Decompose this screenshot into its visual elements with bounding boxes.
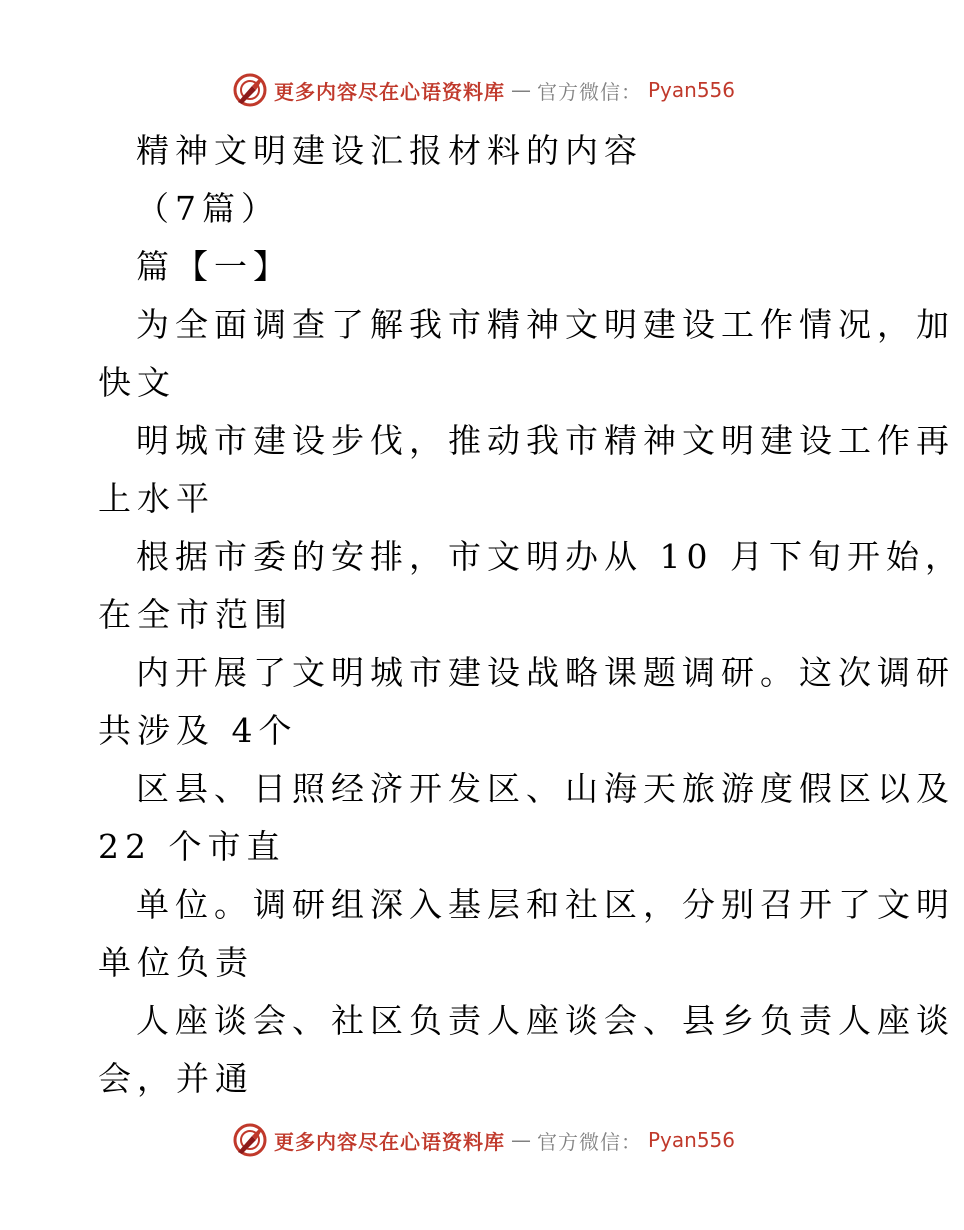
header-promo-text: 更多内容尽在心语资料库 [274,79,505,104]
paragraph-line: 根据市委的安排，市文明办从 10 月下旬开始， [136,537,964,576]
paragraph-line: 快文 [98,363,176,402]
document-subtitle: （7篇） [136,189,280,228]
paragraph-line: 共涉及 4个 [98,711,298,750]
document-body [98,122,964,1108]
paragraph-line: 为全面调查了解我市精神文明建设工作情况，加 [136,305,955,344]
paragraph-line: 上水平 [98,479,215,518]
section-heading: 篇【一】 [136,247,292,286]
footer-official-label: 官方微信： [537,1129,642,1154]
footer-promo-text: 更多内容尽在心语资料库 [274,1129,505,1154]
paragraph-line: 会，并通 [98,1059,254,1098]
footer-dash: — [511,1128,531,1152]
paragraph-line: 在全市范围 [98,595,293,634]
pen-circle-logo-icon [232,72,268,108]
footer-watermark [232,1120,735,1160]
pen-circle-logo-icon [232,1122,268,1158]
paragraph-line: 单位负责 [98,943,254,982]
paragraph-line: 明城市建设步伐，推动我市精神文明建设工作再 [136,421,955,460]
header-official-label: 官方微信： [537,79,642,104]
paragraph-line: 22 个市直 [98,827,286,866]
paragraph-line: 单位。调研组深入基层和社区，分别召开了文明 [136,885,955,924]
header-dash: — [511,78,531,102]
paragraph-line: 区县、日照经济开发区、山海天旅游度假区以及 [136,769,955,808]
paragraph-line: 人座谈会、社区负责人座谈会、县乡负责人座谈 [136,1001,955,1040]
paragraph-line: 内开展了文明城市建设战略课题调研。这次调研 [136,653,955,692]
header-watermark [232,70,735,110]
header-wechat-id: Pyan556 [648,78,736,102]
footer-wechat-id: Pyan556 [648,1128,736,1152]
document-title: 精神文明建设汇报材料的内容 [136,131,643,170]
